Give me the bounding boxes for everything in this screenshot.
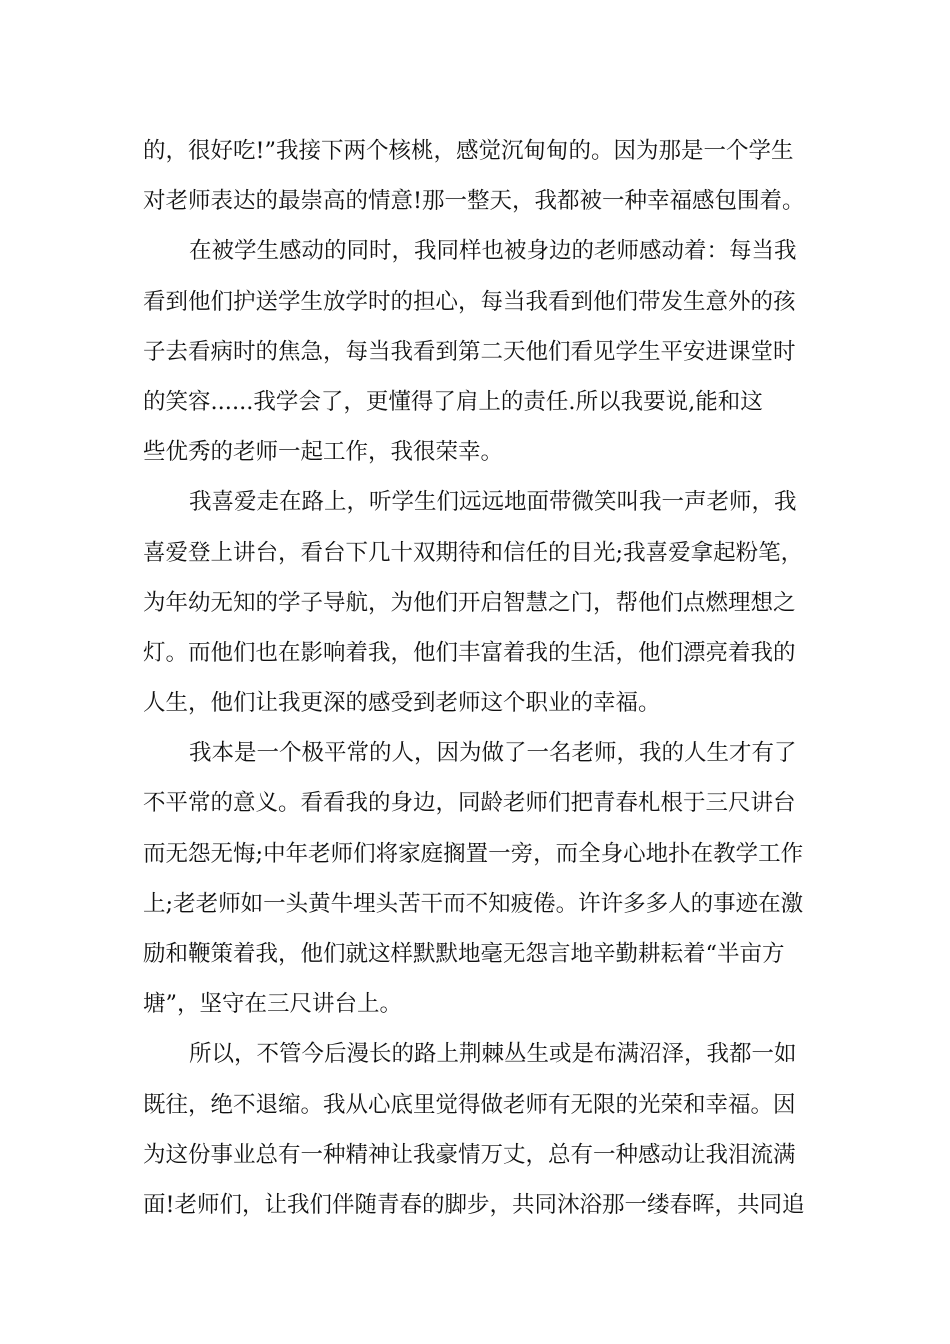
text-line: 我本是一个极平常的人，因为做了一名老师，我的人生才有了 bbox=[189, 740, 797, 767]
text-line: 面!老师们，让我们伴随青春的脚步，共同沐浴那一缕春晖，共同追 bbox=[143, 1191, 805, 1218]
text-line: 在被学生感动的同时，我同样也被身边的老师感动着：每当我 bbox=[189, 238, 797, 265]
text-line: 既往，绝不退缩。我从心底里觉得做老师有无限的光荣和幸福。因 bbox=[143, 1091, 796, 1118]
paragraph-4 bbox=[143, 728, 813, 1029]
text-line: 塘”，坚守在三尺讲台上。 bbox=[143, 991, 403, 1018]
text-line: 的笑容......我学会了，更懂得了肩上的责任.所以我要说,能和这 bbox=[143, 388, 763, 415]
text-line: 人生，他们让我更深的感受到老师这个职业的幸福。 bbox=[143, 690, 661, 717]
text-line: 上;老老师如一头黄牛埋头苦干而不知疲倦。许许多多人的事迹在激 bbox=[143, 890, 804, 917]
text-line: 而无怨无悔;中年老师们将家庭搁置一旁，而全身心地扑在教学工作 bbox=[143, 840, 804, 867]
text-line: 不平常的意义。看看我的身边，同龄老师们把青春札根于三尺讲台 bbox=[143, 790, 796, 817]
text-line: 看到他们护送学生放学时的担心，每当我看到他们带发生意外的孩 bbox=[143, 288, 796, 315]
text-line: 为年幼无知的学子导航，为他们开启智慧之门，帮他们点燃理想之 bbox=[143, 589, 796, 616]
paragraph-3 bbox=[143, 477, 813, 728]
text-line: 所以，不管今后漫长的路上荆棘丛生或是布满沼泽，我都一如 bbox=[189, 1041, 797, 1068]
text-line: 励和鞭策着我，他们就这样默默地毫无怨言地辛勤耕耘着“半亩方 bbox=[143, 941, 785, 967]
text-line: 子去看病时的焦急，每当我看到第二天他们看见学生平安进课堂时 bbox=[143, 338, 796, 365]
paragraph-5 bbox=[143, 1029, 813, 1230]
document-body bbox=[143, 126, 813, 1230]
text-line: 我喜爱走在路上，听学生们远远地面带微笑叫我一声老师，我 bbox=[189, 489, 797, 516]
text-line: 的，很好吃!”我接下两个核桃，感觉沉甸甸的。因为那是一个学生 bbox=[143, 138, 794, 164]
paragraph-1 bbox=[143, 126, 813, 226]
text-line: 对老师表达的最崇高的情意!那一整天，我都被一种幸福感包围着。 bbox=[143, 188, 805, 215]
text-line: 灯。而他们也在影响着我，他们丰富着我的生活，他们漂亮着我的 bbox=[143, 639, 796, 666]
paragraph-2 bbox=[143, 226, 813, 477]
text-line: 为这份事业总有一种精神让我豪情万丈，总有一种感动让我泪流满 bbox=[143, 1141, 796, 1168]
text-line: 喜爱登上讲台，看台下几十双期待和信任的目光;我喜爱拿起粉笔， bbox=[143, 539, 804, 566]
text-line: 些优秀的老师一起工作，我很荣幸。 bbox=[143, 439, 504, 466]
